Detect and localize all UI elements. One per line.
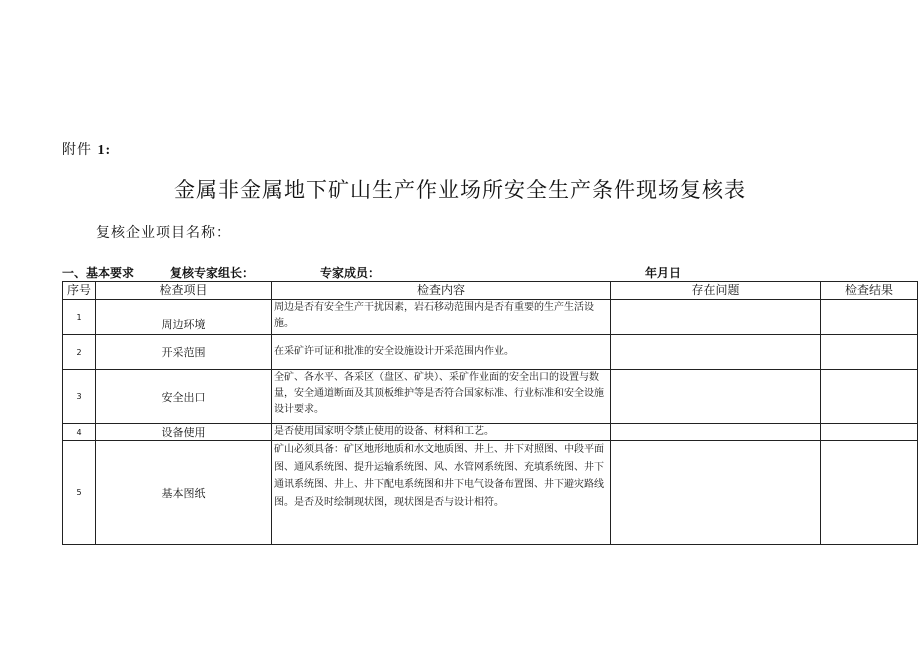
check-content: 是否使用国家明令禁止使用的设备、材料和工艺。 bbox=[272, 424, 611, 441]
check-item: 设备使用 bbox=[96, 424, 272, 441]
inspection-table bbox=[62, 281, 918, 545]
column-header-item: 检查项目 bbox=[96, 282, 272, 300]
date-label: 年月日 bbox=[645, 266, 682, 280]
issue-cell[interactable] bbox=[611, 441, 821, 545]
result-cell[interactable] bbox=[821, 300, 918, 335]
members-label: 专家成员： bbox=[320, 266, 381, 280]
row-number: 3 bbox=[63, 370, 96, 424]
issue-cell[interactable] bbox=[611, 424, 821, 441]
result-cell[interactable] bbox=[821, 424, 918, 441]
table-row bbox=[63, 370, 918, 424]
leader-label: 复核专家组长： bbox=[170, 266, 255, 280]
row-number: 4 bbox=[63, 424, 96, 441]
check-content: 全矿、各水平、各采区（盘区、矿块）、采矿作业面的安全出口的设置与数量，安全通道断面及其顶板维护等是否符合国家标准、行业标准和安全设施设计要求。 bbox=[272, 370, 611, 424]
column-header-content: 检查内容 bbox=[272, 282, 611, 300]
issue-cell[interactable] bbox=[611, 370, 821, 424]
attachment-number: 1: bbox=[97, 143, 112, 158]
check-item: 开采范围 bbox=[96, 335, 272, 370]
table-row bbox=[63, 424, 918, 441]
result-cell[interactable] bbox=[821, 335, 918, 370]
column-header-result: 检查结果 bbox=[821, 282, 918, 300]
check-content: 矿山必须具备：矿区地形地质和水文地质图、井上、井下对照图、中段平面图、通风系统图、提升运输系统图、风、水管网系统图、充填系统图、井下通讯系统图、井上、井下配电系统图和井下电气设备布置图、井下避灾路线图。是否及时绘制现状图，现状图是否与设计相符。 bbox=[272, 441, 611, 545]
row-number: 5 bbox=[63, 441, 96, 545]
row-number: 1 bbox=[63, 300, 96, 335]
check-item: 安全出口 bbox=[96, 370, 272, 424]
check-content: 在采矿许可证和批准的安全设施设计开采范围内作业。 bbox=[272, 335, 611, 370]
result-cell[interactable] bbox=[821, 370, 918, 424]
company-name-label: 复核企业项目名称： bbox=[96, 225, 231, 241]
table-header-row bbox=[63, 282, 918, 300]
table-row bbox=[63, 335, 918, 370]
issue-cell[interactable] bbox=[611, 335, 821, 370]
check-content: 周边是否有安全生产干扰因素，岩石移动范围内是否有重要的生产生活设施。 bbox=[272, 300, 611, 335]
attachment-label bbox=[62, 139, 111, 159]
section-heading: 一、基本要求 bbox=[62, 266, 135, 280]
result-cell[interactable] bbox=[821, 441, 918, 545]
table-row bbox=[63, 441, 918, 545]
issue-cell[interactable] bbox=[611, 300, 821, 335]
column-header-no: 序号 bbox=[63, 282, 96, 300]
attachment-text: 附件 bbox=[62, 142, 92, 158]
column-header-issue: 存在问题 bbox=[611, 282, 821, 300]
row-number: 2 bbox=[63, 335, 96, 370]
table-row bbox=[63, 300, 918, 335]
check-item: 周边环境 bbox=[96, 300, 272, 335]
check-item: 基本图纸 bbox=[96, 441, 272, 545]
page-title: 金属非金属地下矿山生产作业场所安全生产条件现场复核表 bbox=[174, 178, 746, 202]
